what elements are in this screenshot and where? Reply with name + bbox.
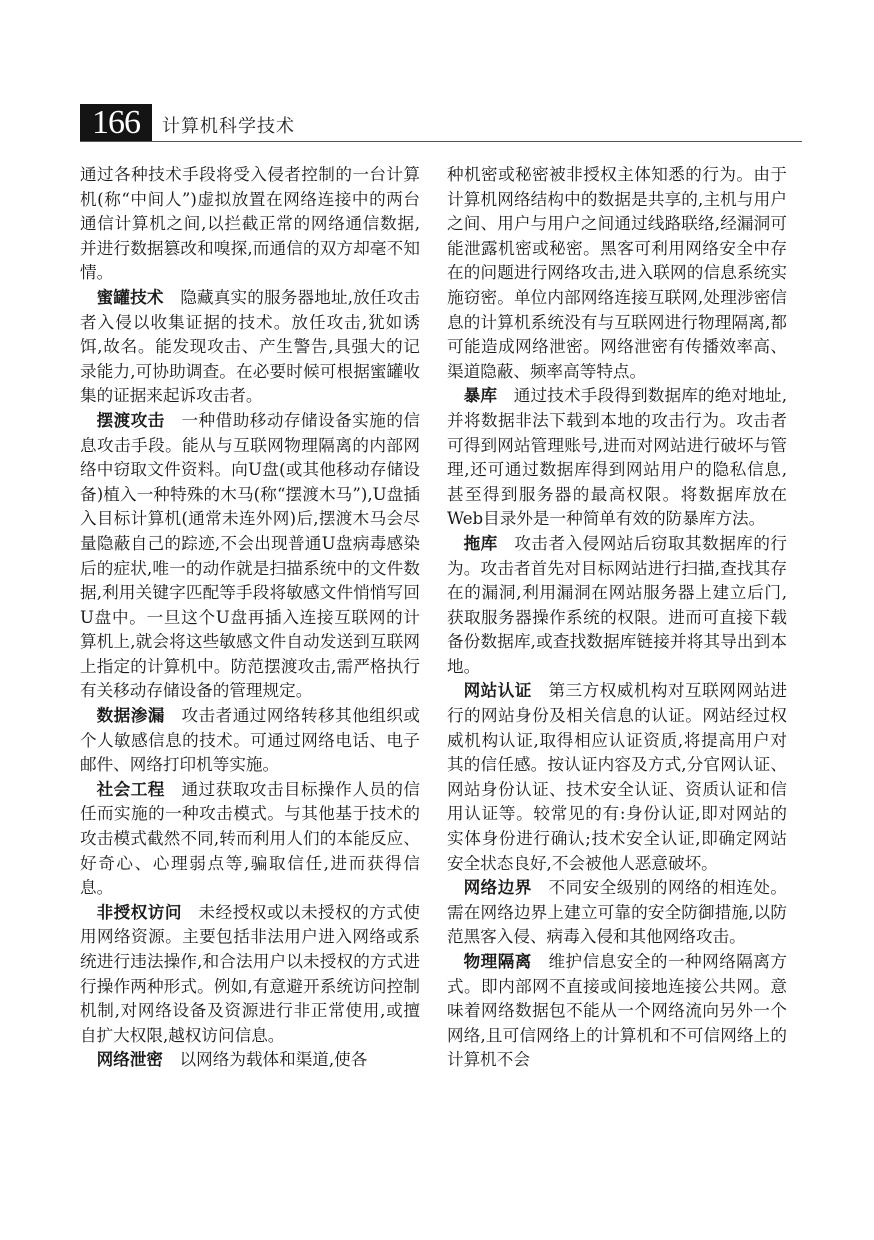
entry-database-dump — [447, 532, 787, 680]
entry-unauthorized-access — [80, 901, 420, 1049]
header-rule — [80, 141, 802, 142]
left-column — [80, 163, 420, 1073]
entry-definition: 第三方权威机构对互联网网站进行的网站身份及相关信息的认证。网站经过权威机构认证,取得相应认证资质,将提高用户对其的信任感。按认证内容及方式,分官网认证、网站身份认证、技术安全认证、资质认证和信用认证等。较常见的有:身份认证,即对网站的实体身份进行确认;技术安全认证,即确定网站安全状态良好,不会被他人恶意破坏。 — [447, 681, 788, 873]
entry-honeypot — [80, 286, 420, 409]
entry-term: 物理隔离 — [463, 952, 532, 971]
entry-term: 社会工程 — [96, 779, 165, 799]
entry-definition: 通过获取攻击目标操作人员的信任而实施的一种攻击模式。与其他基于技术的攻击模式截然不同,转而利用人们的本能反应、好奇心、心理弱点等,骗取信任,进而获得信息。 — [80, 779, 421, 898]
entry-social-engineering — [80, 778, 420, 901]
entry-ferry-attack — [80, 409, 420, 704]
continuation-text: 种机密或秘密被非授权主体知悉的行为。由于计算机网络结构中的数据是共享的,主机与用户之间、用户与用户之间通过线路联络,经漏洞可能泄露机密或秘密。黑客可利用网络安全中存在的问题进行网络攻击,进入联网的信息系统实施窃密。单位内部网络连接互联网,处理涉密信息的计算机系统没有与互联网进行物理隔离,都可能造成网络泄密。网络泄密有传播效率高、渠道隐蔽、频率高等特点。 — [447, 165, 787, 381]
entry-definition: 通过技术手段得到数据库的绝对地址,并将数据非法下载到本地的攻击行为。攻击者可得到网站管理账号,进而对网站进行破坏与管理,还可通过数据库得到网站用户的隐私信息,甚至得到服务器的最高权限。将数据库放在Web目录外是一种简单有效的防暴库方法。 — [447, 386, 788, 529]
entry-physical-isolation — [447, 950, 787, 1073]
continuation-text: 通过各种技术手段将受入侵者控制的一台计算机(称“中间人”)虚拟放置在网络连接中的两台通信计算机之间,以拦截正常的网络通信数据,并进行数据篡改和嗅探,而通信的双方却毫不知情。 — [80, 165, 420, 283]
entry-definition: 攻击者通过网络转移其他组织或个人敏感信息的技术。可通过网络电话、电子邮件、网络打印机等实施。 — [80, 706, 421, 775]
entry-definition: 未经授权或以未授权的方式使用网络资源。主要包括非法用户进入网络或系统进行违法操作,和合法用户以未授权的方式进行操作两种形式。例如,有意避开系统访问控制机制,对网络设备及资源进行非正常使用,或擅自扩大权限,越权访问信息。 — [80, 902, 421, 1045]
running-title: 计算机科学技术 — [162, 116, 295, 137]
entry-definition: 以网络为载体和渠道,使各 — [179, 1050, 368, 1070]
entry-term: 非授权访问 — [96, 902, 182, 922]
right-column — [447, 163, 787, 1073]
entry-term: 摆渡攻击 — [96, 410, 165, 430]
entry-definition: 维护信息安全的一种网络隔离方式。即内部网不直接或间接地连接公共网。意味着网络数据包不能从一个网络流向另外一个网络,且可信网络上的计算机和不可信网络上的计算机不会 — [447, 952, 788, 1070]
entry-term: 网站认证 — [463, 681, 532, 701]
entry-term: 网络边界 — [463, 878, 532, 898]
page-header — [80, 104, 802, 142]
entry-term: 暴库 — [463, 386, 498, 406]
entry-term: 数据渗漏 — [96, 706, 165, 726]
entry-network-leak — [80, 1048, 420, 1073]
entry-database-exposure — [447, 384, 787, 532]
entry-definition: 一种借助移动存储设备实施的信息攻击手段。能从与互联网物理隔离的内部网络中窃取文件资料。向U盘(或其他移动存储设备)植入一种特殊的木马(称“摆渡木马”),U盘插入目标计算机(通常未连外网)后,摆渡木马会尽量隐蔽自己的踪迹,不会出现普通U盘病毒感染后的症状,唯一的动作就是扫描系统中的文件数据,利用关键字匹配等手段将敏感文件悄悄写回U盘中。一旦这个U盘再插入连接互联网的计算机上,就会将这些敏感文件自动发送到互联网上指定的计算机中。防范摆渡攻击,需严格执行有关移动存储设备的管理规定。 — [80, 410, 421, 701]
entry-definition: 隐藏真实的服务器地址,放任攻击者入侵以收集证据的技术。放任攻击,犹如诱饵,故名。能发现攻击、产生警告,具强大的记录能力,可协助调查。在必要时候可根据蜜罐收集的证据来起诉攻击者。 — [80, 287, 421, 406]
page-number: 166 — [80, 104, 152, 141]
entry-website-certification — [447, 679, 787, 876]
entry-network-boundary — [447, 876, 787, 950]
entry-definition: 攻击者入侵网站后窃取其数据库的行为。攻击者首先对目标网站进行扫描,查找其存在的漏洞,利用漏洞在网站服务器上建立后门,获取服务器操作系统的权限。进而可直接下载备份数据库,或查找数据库链接并将其导出到本地。 — [447, 533, 788, 676]
entry-data-exfiltration — [80, 704, 420, 778]
entry-term: 蜜罐技术 — [96, 287, 164, 307]
entry-term: 拖库 — [463, 533, 498, 553]
entry-definition: 不同安全级别的网络的相连处。需在网络边界上建立可靠的安全防御措施,以防范黑客入侵、病毒入侵和其他网络攻击。 — [447, 878, 788, 947]
entry-term: 网络泄密 — [96, 1050, 163, 1070]
